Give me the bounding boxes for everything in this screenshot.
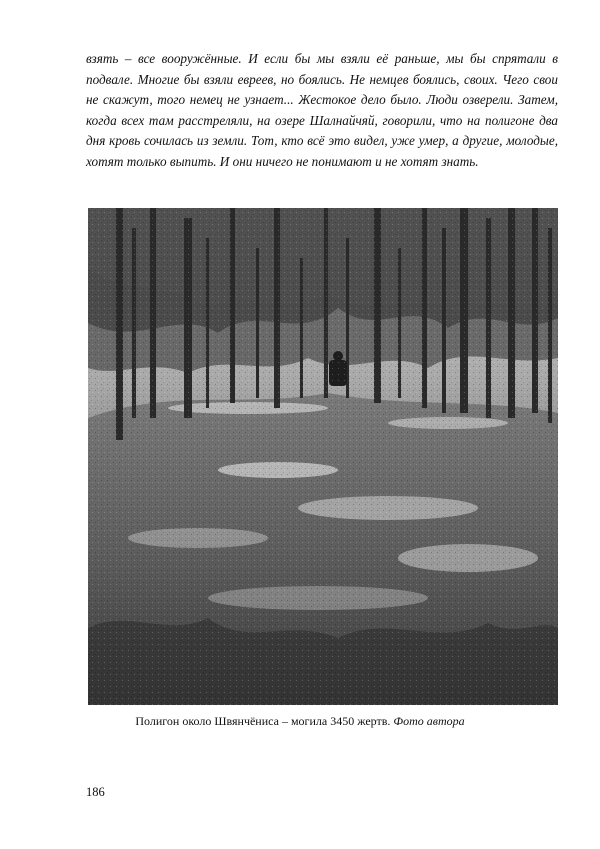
page-number: 186 bbox=[86, 785, 105, 799]
forest-photo-drawing bbox=[88, 208, 558, 705]
forest-photo bbox=[88, 208, 558, 705]
body-paragraph: взять – все вооружённые. И если бы мы взяли её раньше, мы бы спрятали в подвале. Многие бы взяли евреев, но боялись. Не немцев боялись, своих. Чего свои не скажут, того немец не узнает... Жестокое дело было. Люди озверели. Затем, когда всех там расстреляли, на озере Шалнайчяй, говорили, что на полигоне два дня кровь сочилась из земли. Тот, кто всё это видел, уже умер, а другие, молодые, хотят только выпить. И они ничего не понимают и не хотят знать. bbox=[86, 51, 558, 169]
photo-credit: Фото автора bbox=[393, 714, 465, 728]
figure-caption bbox=[0, 713, 600, 729]
caption-text: Полигон около Швянчёниса – могила 3450 жертв. bbox=[135, 714, 391, 728]
